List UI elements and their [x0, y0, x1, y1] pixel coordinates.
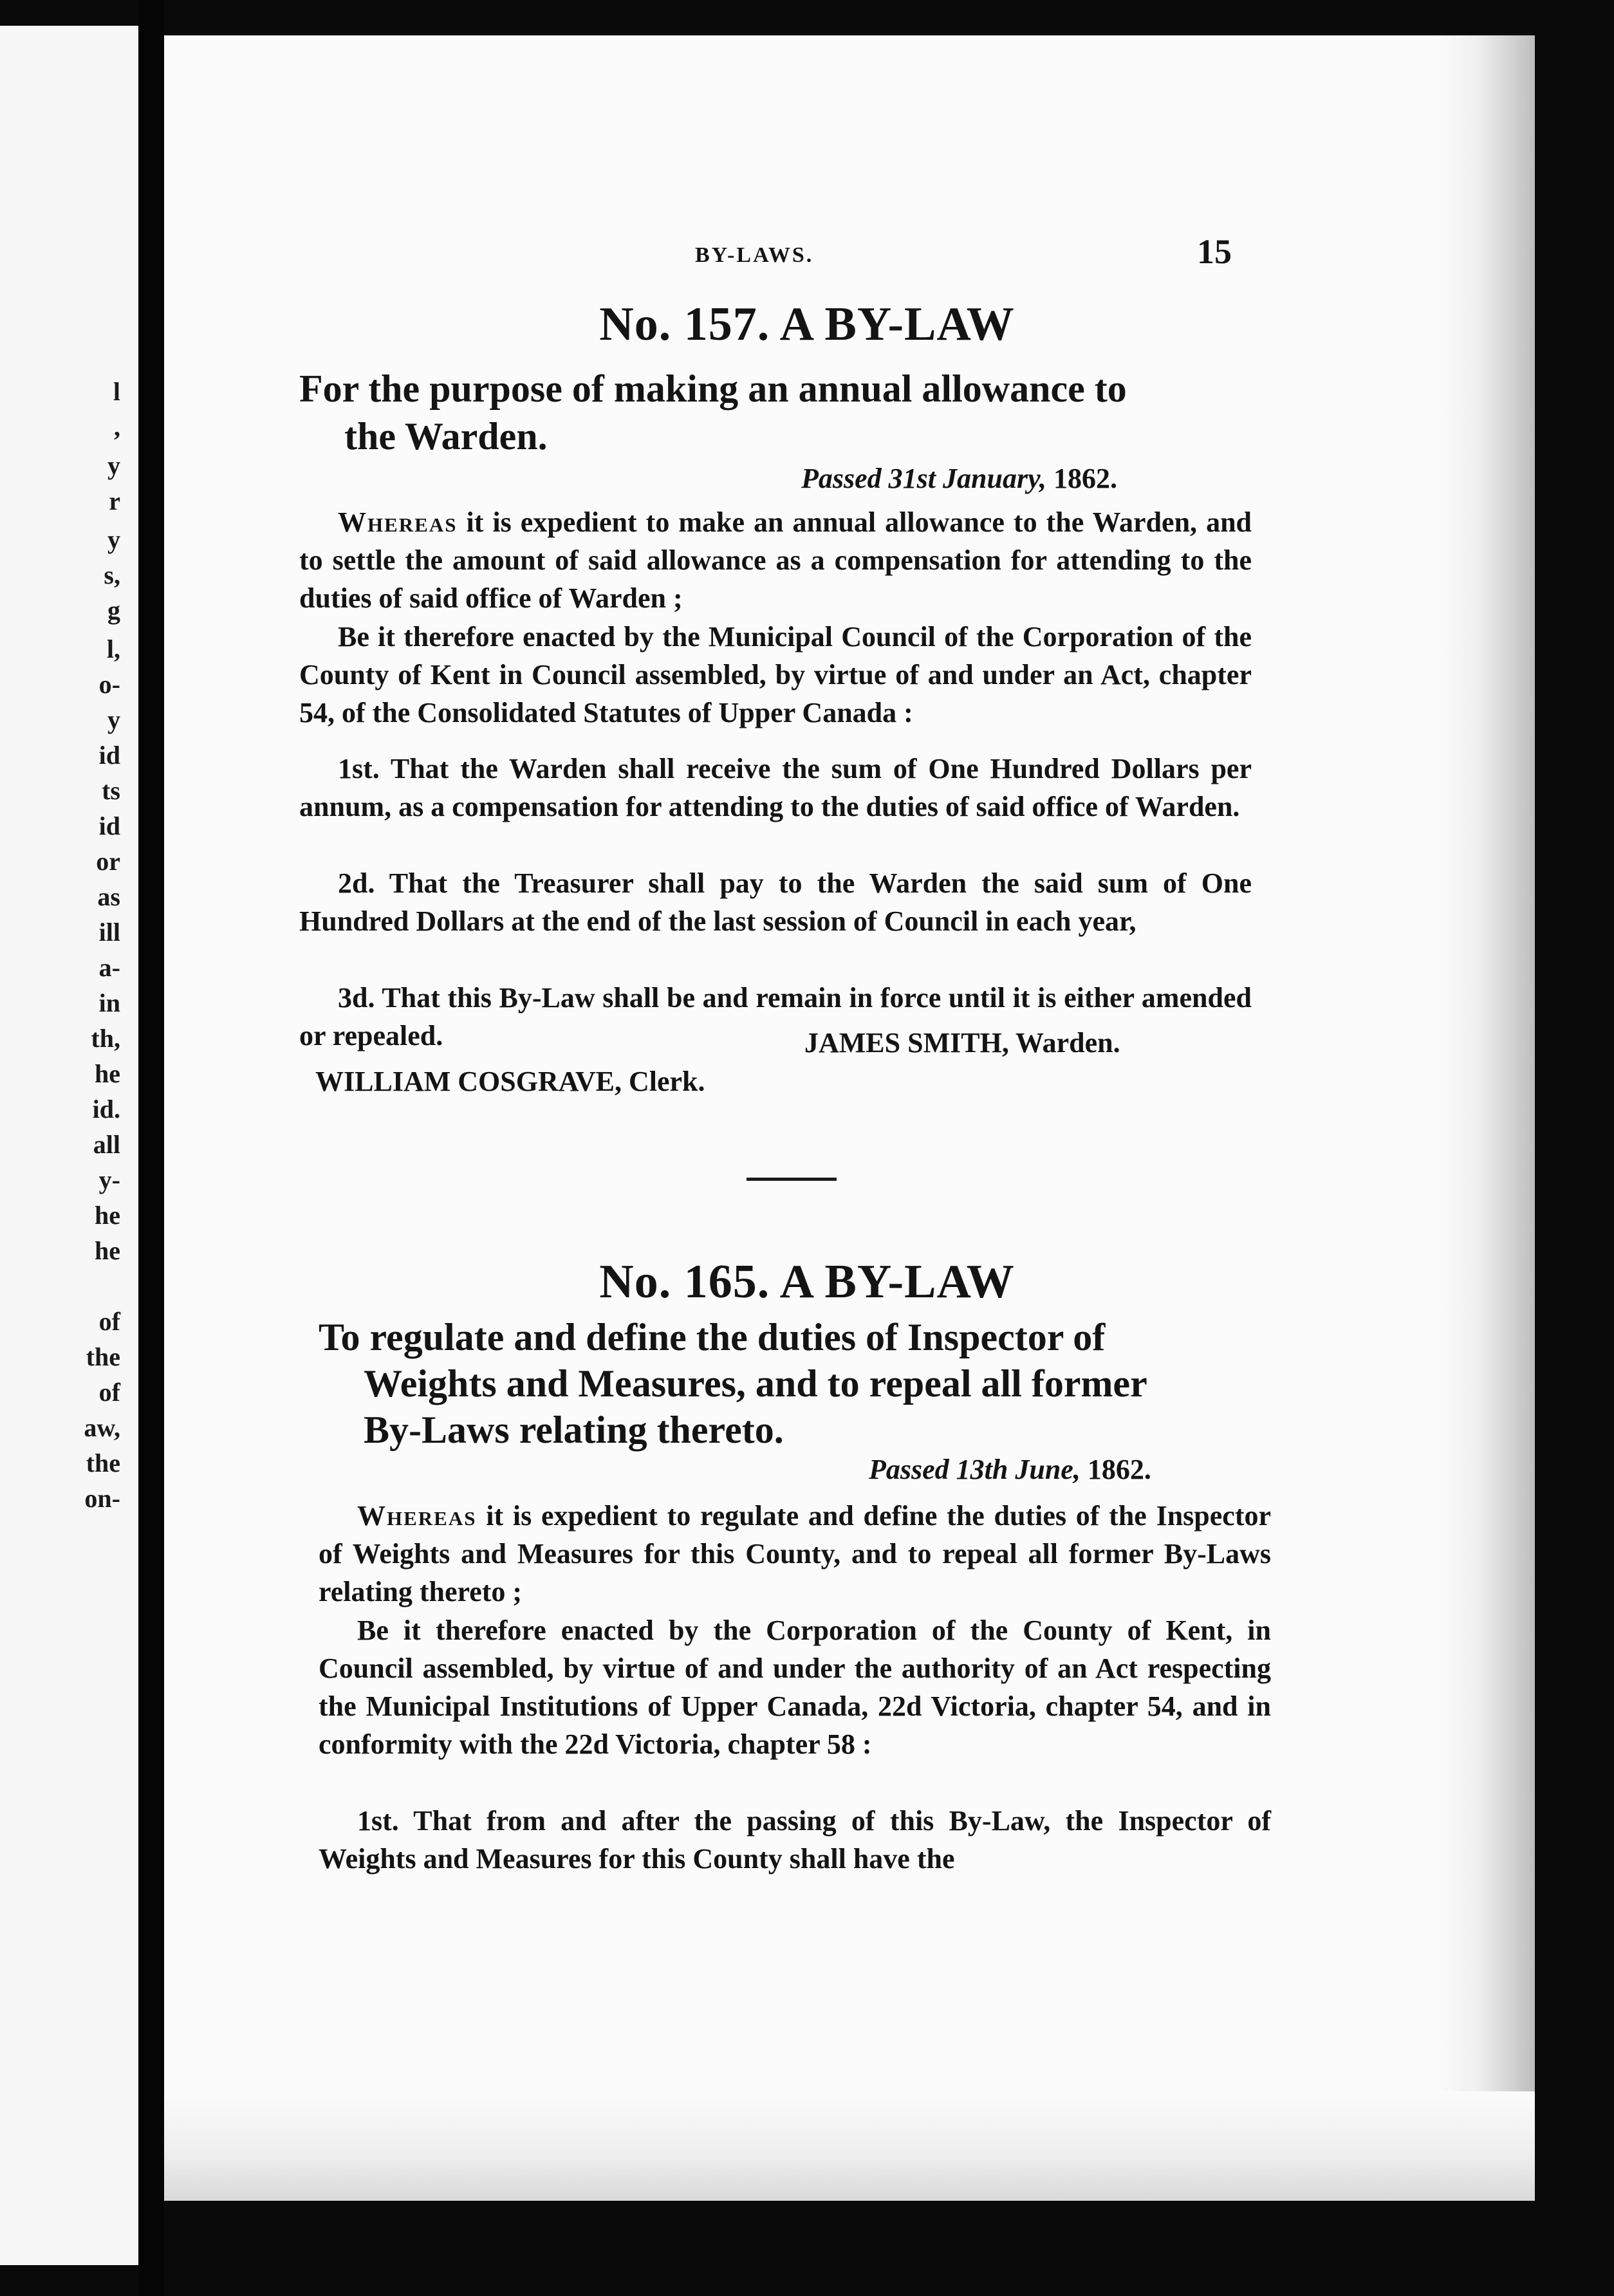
fragment: or	[96, 847, 120, 876]
fragment: ts	[102, 776, 120, 805]
fragment: all	[93, 1130, 120, 1159]
bylaw-157-title: No. 157. A BY-LAW	[599, 298, 1015, 351]
fragment: l	[113, 377, 120, 406]
page-bottom-shadow	[164, 2091, 1535, 2201]
bylaw-165-preamble	[319, 1497, 1271, 1611]
fragment: on-	[84, 1484, 120, 1513]
fragment: ,	[114, 412, 120, 441]
fragment: l,	[106, 634, 120, 663]
fragment: th,	[91, 1024, 120, 1053]
bylaw-165-title: No. 165. A BY-LAW	[599, 1255, 1015, 1308]
fragment: a-	[98, 953, 120, 982]
fragment: r	[109, 486, 120, 515]
fragment: aw,	[84, 1413, 120, 1442]
fragment: the	[86, 1449, 120, 1477]
fragment: id	[98, 741, 120, 770]
left-facing-page	[0, 26, 142, 2265]
bylaw-165-enactment: Be it therefore enacted by the Corporation of the County of Kent, in Council assembled, by virtue of and under the authority of an Act respecting the Municipal Institutions of Upper Canada, 22d Victoria, chapter 54, and in conformity with the 22d Victoria, chapter 58 :	[319, 1615, 1271, 1760]
fragment: he	[95, 1059, 120, 1088]
passed-year: 1862.	[1087, 1454, 1151, 1485]
preamble-text: it is expedient to make an annual allowance to the Warden, and to settle the amount of said allowance as a compensation for attending to the duties of said office of Warden ;	[299, 506, 1252, 614]
bylaw-157-clause-2: 2d. That the Treasurer shall pay to the Warden the said sum of One Hundred Dollars at the end of the last session of Council in each year,	[299, 867, 1252, 937]
preamble-lead: Whereas	[357, 1500, 477, 1532]
bylaw-165-passed-date	[869, 1453, 1151, 1486]
warden-signature: JAMES SMITH, Warden.	[804, 1027, 1120, 1059]
fragment: in	[98, 988, 120, 1017]
fragment: the	[86, 1342, 120, 1371]
fragment: of	[98, 1378, 120, 1407]
preamble-text: it is expedient to regulate and define the duties of the Inspector of Weights and Measures for this County, and to repeal all former By-Laws relating thereto ;	[319, 1500, 1271, 1607]
fragment: y-	[98, 1165, 120, 1194]
fragment: id	[98, 811, 120, 840]
fragment: y	[107, 705, 120, 734]
fragment: s,	[104, 560, 120, 589]
bylaw-157-passed-date	[801, 462, 1117, 495]
running-head: BY-LAWS.	[695, 243, 814, 267]
section-divider	[747, 1178, 837, 1181]
fragment: ill	[98, 918, 120, 947]
bylaw-157-subtitle-line1: For the purpose of making an annual allowance to	[299, 367, 1127, 410]
bylaw-165-subtitle-line3: By-Laws relating thereto.	[364, 1409, 784, 1451]
bylaw-157-clause-1: 1st. That the Warden shall receive the sum of One Hundred Dollars per annum, as a compensation for attending to the duties of said office of Warden.	[299, 753, 1252, 822]
bylaw-157-preamble	[299, 503, 1252, 617]
passed-label: Passed 31st January,	[801, 463, 1046, 494]
fragment: he	[95, 1236, 120, 1265]
fragment: he	[95, 1201, 120, 1230]
page-number: 15	[1197, 232, 1232, 271]
fragment: y	[107, 451, 120, 480]
page-edge-shadow	[1438, 35, 1535, 2201]
passed-label: Passed 13th June,	[869, 1454, 1081, 1485]
bylaw-165-subtitle-line1: To regulate and define the duties of Inspector of	[319, 1316, 1106, 1358]
clerk-signature: WILLIAM COSGRAVE, Clerk.	[315, 1066, 705, 1097]
fragment: y	[107, 525, 120, 554]
passed-year: 1862.	[1053, 463, 1117, 494]
fragment: o-	[98, 670, 120, 699]
bylaw-157-clause-3: 3d. That this By-Law shall be and remain in force until it is either amended or repealed.	[299, 982, 1252, 1051]
fragment: g	[107, 596, 120, 625]
preamble-lead: Whereas	[338, 506, 458, 538]
bylaw-165-subtitle-line2: Weights and Measures, and to repeal all former	[364, 1362, 1147, 1405]
fragment: id.	[92, 1095, 120, 1124]
bylaw-157-subtitle-line2: the Warden.	[344, 415, 548, 458]
fragment: of	[98, 1307, 120, 1336]
bylaw-165-clause-1: 1st. That from and after the passing of this By-Law, the Inspector of Weights and Measures for this County shall have the	[319, 1805, 1271, 1875]
fragment: as	[97, 882, 120, 911]
bylaw-157-enactment: Be it therefore enacted by the Municipal Council of the Corporation of the County of Kent in Council assembled, by virtue of and under an Act, chapter 54, of the Consolidated Statutes of Upper Canada :	[299, 621, 1252, 728]
